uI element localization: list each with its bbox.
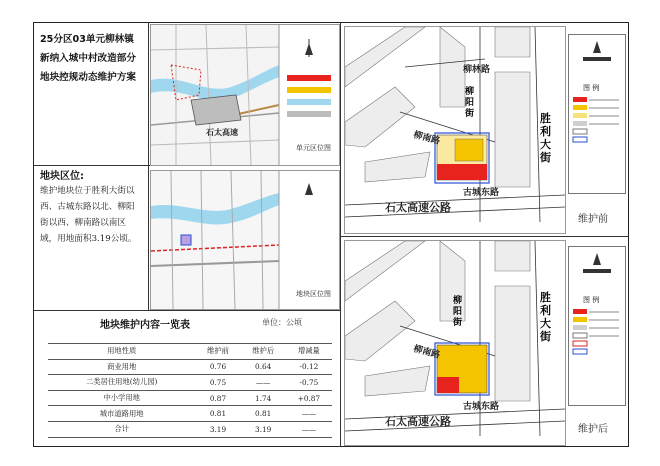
table-cell: -0.75 (286, 375, 332, 391)
maintenance-table (48, 343, 332, 438)
title-line-1: 25分区03单元柳林镇 (40, 34, 134, 45)
road-gucheng-before: 古城东路 (463, 188, 500, 198)
table-cell: —— (286, 406, 332, 422)
divider-center (340, 22, 341, 447)
table-header: 增减量 (286, 344, 332, 360)
table-title: 地块维护内容一览表 (100, 320, 190, 331)
title-line-3: 地块控规动态维护方案 (40, 72, 136, 83)
table-header: 用地性质 (48, 344, 195, 360)
after-legend (568, 246, 626, 406)
road-liulin-before: 柳林路 (463, 65, 491, 75)
before-map (344, 26, 566, 234)
road-liunan-before: 柳南路 (412, 130, 441, 147)
before-legend (568, 34, 626, 194)
location-heading: 地块区位: (40, 171, 84, 182)
after-map (344, 240, 566, 446)
location-text: 维护地块位于胜利大街以西、古城东路以北、柳阳街以西、柳南路以南区域，用地面积3.19公顷。 (40, 186, 137, 244)
table-row (48, 406, 332, 422)
block-location-map (150, 170, 340, 310)
after-legend-drawing (569, 247, 625, 405)
unit-map-caption: 单元区位图 (296, 144, 331, 152)
table-row (48, 390, 332, 406)
table-cell: 商业用地 (48, 359, 195, 375)
after-map-drawing (345, 241, 565, 445)
road-shengli-before: 胜利大街 (540, 112, 551, 164)
road-shitai-before: 石太高速公路 (385, 201, 451, 214)
table-cell: 0.81 (241, 406, 286, 422)
before-map-drawing (345, 27, 565, 233)
road-shengli-after: 胜利大街 (540, 291, 551, 343)
table-cell: +0.87 (286, 390, 332, 406)
table-cell: 0.87 (195, 390, 240, 406)
road-gucheng-after: 古城东路 (463, 402, 500, 412)
road-liunan-after: 柳南路 (412, 344, 441, 361)
table-row (48, 375, 332, 391)
table-header: 维护前 (195, 344, 240, 360)
divider-table (33, 310, 340, 311)
road-liuyang-after: 柳阳街 (453, 296, 463, 328)
plan-title (40, 30, 152, 87)
table-cell: 3.19 (195, 421, 240, 437)
table-cell: 二类居住用地(幼儿园) (48, 375, 195, 391)
unit-map-road-label: 石太高速 (206, 128, 238, 137)
table-cell: 城市道路用地 (48, 406, 195, 422)
table-row (48, 359, 332, 375)
table-cell: 0.64 (241, 359, 286, 375)
table-cell: 中小学用地 (48, 390, 195, 406)
table-cell: 合计 (48, 421, 195, 437)
after-label: 维护后 (578, 424, 608, 435)
table-cell: 3.19 (241, 421, 286, 437)
table-header-row (48, 344, 332, 360)
title-line-2: 新纳入城中村改造部分 (40, 53, 136, 64)
table-cell: 0.75 (195, 375, 240, 391)
block-map-caption: 地块区位图 (296, 290, 331, 298)
after-legend-title: 图 例 (583, 296, 600, 304)
table-cell: 1.74 (241, 390, 286, 406)
road-liuyang-before: 柳阳街 (465, 87, 475, 119)
before-label: 维护前 (578, 214, 608, 225)
table-cell: —— (241, 375, 286, 391)
table-cell: 0.76 (195, 359, 240, 375)
road-shitai-after: 石太高速公路 (385, 415, 451, 428)
table-header: 维护后 (241, 344, 286, 360)
table-cell: 0.81 (195, 406, 240, 422)
table-unit: 单位：公顷 (262, 318, 302, 327)
table-cell: -0.12 (286, 359, 332, 375)
divider-before-after (340, 236, 629, 237)
table-row (48, 421, 332, 437)
unit-location-map (150, 24, 340, 166)
before-legend-title: 图 例 (583, 84, 600, 92)
table-cell: —— (286, 421, 332, 437)
before-legend-drawing (569, 35, 625, 193)
